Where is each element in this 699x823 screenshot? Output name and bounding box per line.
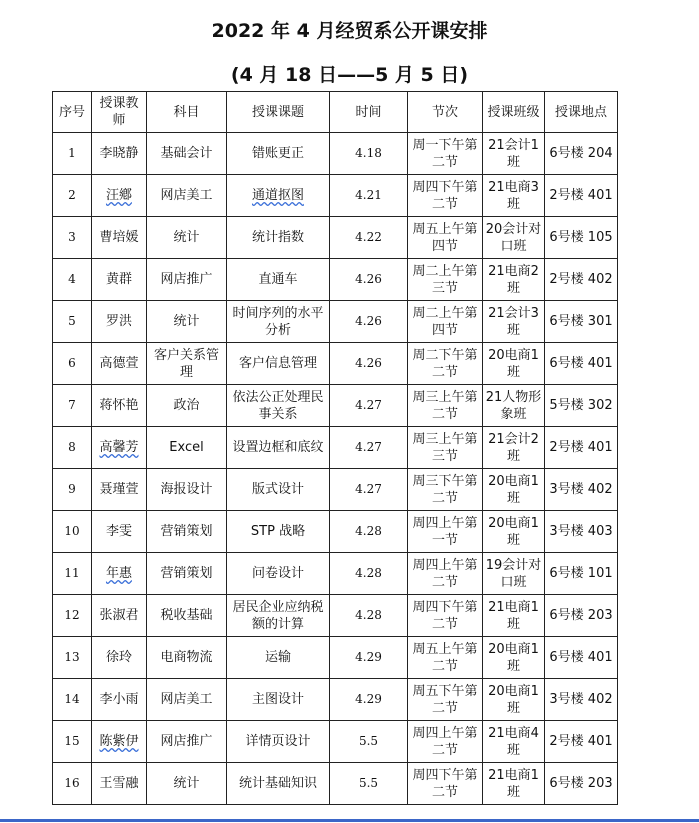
lesson-date (330, 175, 408, 217)
lesson-topic-text: 客户信息管理 (238, 356, 317, 371)
row-number (53, 385, 92, 427)
subject-name (147, 763, 227, 805)
room-location (545, 343, 618, 385)
row-number-text: 15 (64, 734, 80, 748)
row-number-text: 9 (68, 482, 76, 496)
page-subtitle: (4 月 18 日——5 月 5 日) (230, 64, 469, 86)
table-header-row (53, 92, 618, 133)
teacher-name-text: 罗洪 (105, 314, 132, 329)
class-name (483, 217, 545, 259)
lesson-period-text: 周四上午第一节 (412, 515, 478, 548)
room-location-text: 2号楼 401 (549, 188, 613, 203)
lesson-period (408, 763, 483, 805)
table-row (53, 217, 618, 259)
lesson-date-text: 4.26 (355, 272, 382, 286)
lesson-period (408, 469, 483, 511)
lesson-period (408, 679, 483, 721)
lesson-topic (227, 469, 330, 511)
lesson-date-text: 4.29 (355, 692, 382, 706)
subject-name-text: 海报设计 (160, 482, 213, 497)
subject-name (147, 721, 227, 763)
teacher-name (92, 133, 147, 175)
page-bottom-border (0, 819, 699, 822)
header-class: 授课班级 (483, 92, 545, 133)
subject-name-text: 营销策划 (160, 566, 213, 581)
subject-name (147, 427, 227, 469)
row-number-text: 8 (68, 440, 76, 454)
lesson-date (330, 679, 408, 721)
lesson-date (330, 427, 408, 469)
lesson-period (408, 301, 483, 343)
lesson-topic-text: 依法公正处理民事关系 (232, 389, 324, 422)
room-location-text: 2号楼 402 (549, 272, 613, 287)
class-name-text: 21电商1班 (488, 599, 539, 632)
lesson-date-text: 4.21 (355, 188, 382, 202)
lesson-topic-text: 问卷设计 (251, 566, 304, 581)
class-name-text: 20电商1班 (488, 641, 539, 674)
room-location (545, 469, 618, 511)
subject-name (147, 385, 227, 427)
subject-name-text: 客户关系管理 (153, 347, 219, 380)
room-location-text: 6号楼 301 (549, 314, 613, 329)
lesson-period-text: 周二上午第四节 (412, 305, 478, 338)
lesson-topic (227, 637, 330, 679)
lesson-period-text: 周四下午第二节 (412, 179, 478, 212)
table-row (53, 637, 618, 679)
class-name-text: 21会计3班 (488, 305, 539, 338)
teacher-name (92, 511, 147, 553)
teacher-name (92, 553, 147, 595)
row-number-text: 5 (68, 314, 76, 328)
teacher-name-text: 李晓静 (99, 146, 139, 161)
header-period: 节次 (408, 92, 483, 133)
class-name-text: 21会计2班 (488, 431, 539, 464)
room-location (545, 427, 618, 469)
subject-name (147, 469, 227, 511)
header-topic: 授课课题 (227, 92, 330, 133)
lesson-period (408, 175, 483, 217)
lesson-period (408, 385, 483, 427)
class-name-text: 19会计对口班 (485, 557, 542, 590)
lesson-period-text: 周四下午第二节 (412, 767, 478, 800)
teacher-name (92, 385, 147, 427)
lesson-period-text: 周三上午第三节 (412, 431, 478, 464)
page-title: 2022 年 4 月经贸系公开课安排 (211, 20, 488, 42)
room-location-text: 2号楼 401 (549, 734, 613, 749)
subject-name (147, 175, 227, 217)
class-name (483, 721, 545, 763)
subject-name-text: 统计 (173, 230, 200, 245)
lesson-date (330, 511, 408, 553)
header-no: 序号 (53, 92, 92, 133)
lesson-topic (227, 511, 330, 553)
row-number (53, 763, 92, 805)
lesson-period-text: 周一下午第二节 (412, 137, 478, 170)
room-location (545, 721, 618, 763)
table-row (53, 175, 618, 217)
teacher-name (92, 175, 147, 217)
teacher-name (92, 427, 147, 469)
teacher-name-text: 徐玲 (105, 650, 132, 665)
subject-name-text: 电商物流 (160, 650, 213, 665)
table-row (53, 259, 618, 301)
class-name (483, 175, 545, 217)
row-number (53, 595, 92, 637)
teacher-name (92, 217, 147, 259)
subject-name (147, 343, 227, 385)
table-row (53, 469, 618, 511)
lesson-period-text: 周五上午第四节 (412, 221, 478, 254)
subject-name (147, 259, 227, 301)
room-location-text: 3号楼 402 (549, 692, 613, 707)
class-name (483, 511, 545, 553)
class-name-text: 21电商4班 (488, 725, 539, 758)
row-number-text: 2 (68, 188, 76, 202)
lesson-period (408, 343, 483, 385)
lesson-topic-text: 直通车 (258, 272, 298, 287)
teacher-name (92, 595, 147, 637)
table-row (53, 511, 618, 553)
subject-name (147, 301, 227, 343)
header-room: 授课地点 (545, 92, 618, 133)
room-location-text: 6号楼 101 (549, 566, 613, 581)
table-row (53, 343, 618, 385)
class-name-text: 21会计1班 (488, 137, 539, 170)
lesson-topic (227, 427, 330, 469)
lesson-topic (227, 175, 330, 217)
lesson-period-text: 周四下午第二节 (412, 599, 478, 632)
header-teacher: 授课教师 (92, 92, 147, 133)
header-subject: 科目 (147, 92, 227, 133)
lesson-topic (227, 679, 330, 721)
subject-name (147, 133, 227, 175)
class-name (483, 763, 545, 805)
lesson-topic (227, 133, 330, 175)
class-name-text: 20电商1班 (488, 347, 539, 380)
room-location (545, 385, 618, 427)
lesson-topic-text: 统计指数 (251, 230, 304, 245)
row-number-text: 4 (68, 272, 76, 286)
room-location-text: 6号楼 204 (549, 146, 613, 161)
lesson-topic-text: 统计基础知识 (238, 776, 317, 791)
lesson-period (408, 217, 483, 259)
teacher-name (92, 637, 147, 679)
teacher-name (92, 469, 147, 511)
lesson-topic (227, 259, 330, 301)
room-location-text: 6号楼 401 (549, 356, 613, 371)
teacher-name-text: 王雪融 (99, 776, 139, 791)
lesson-date-text: 4.28 (355, 608, 382, 622)
lesson-date (330, 763, 408, 805)
subject-name (147, 637, 227, 679)
lesson-date (330, 721, 408, 763)
table-row (53, 679, 618, 721)
subject-name-text: 基础会计 (160, 146, 213, 161)
lesson-period (408, 637, 483, 679)
lesson-topic-text: 详情页设计 (245, 734, 311, 749)
lesson-date-text: 4.28 (355, 566, 382, 580)
lesson-date (330, 637, 408, 679)
table-row (53, 595, 618, 637)
teacher-name (92, 259, 147, 301)
row-number (53, 301, 92, 343)
lesson-period (408, 721, 483, 763)
class-name-text: 21电商2班 (488, 263, 539, 296)
class-name (483, 679, 545, 721)
row-number (53, 637, 92, 679)
lesson-date-text: 4.27 (355, 398, 382, 412)
class-name (483, 385, 545, 427)
class-name-text: 20电商1班 (488, 683, 539, 716)
room-location-text: 6号楼 203 (549, 608, 613, 623)
lesson-topic (227, 301, 330, 343)
lesson-topic (227, 343, 330, 385)
subject-name-text: 网店推广 (160, 734, 213, 749)
lesson-period-text: 周二下午第二节 (412, 347, 478, 380)
room-location-text: 5号楼 302 (549, 398, 613, 413)
lesson-date (330, 217, 408, 259)
subject-name-text: 统计 (173, 776, 200, 791)
lesson-period (408, 595, 483, 637)
lesson-period (408, 511, 483, 553)
lesson-date-text: 4.29 (355, 650, 382, 664)
lesson-date-text: 4.22 (355, 230, 382, 244)
subject-name (147, 511, 227, 553)
lesson-date (330, 343, 408, 385)
teacher-name-text: 李雯 (105, 524, 132, 539)
lesson-topic-text: 错账更正 (251, 146, 304, 161)
header-date: 时间 (330, 92, 408, 133)
table-row (53, 301, 618, 343)
room-location-text: 2号楼 401 (549, 440, 613, 455)
room-location (545, 133, 618, 175)
teacher-name-text: 陈紫伊 (99, 734, 139, 749)
teacher-name (92, 721, 147, 763)
lesson-date (330, 469, 408, 511)
subject-name-text: 统计 (173, 314, 200, 329)
row-number (53, 133, 92, 175)
room-location-text: 6号楼 401 (549, 650, 613, 665)
lesson-date-text: 4.27 (355, 482, 382, 496)
room-location (545, 679, 618, 721)
lesson-topic-text: 通道抠图 (251, 188, 304, 203)
subject-name-text: 网店美工 (160, 692, 213, 707)
lesson-date-text: 4.18 (355, 146, 382, 160)
lesson-period (408, 427, 483, 469)
lesson-topic-text: 居民企业应纳税额的计算 (232, 599, 324, 632)
lesson-date (330, 553, 408, 595)
room-location (545, 637, 618, 679)
lesson-period (408, 553, 483, 595)
lesson-topic-text: 主图设计 (251, 692, 304, 707)
table-row (53, 553, 618, 595)
teacher-name-text: 聂瑾萱 (99, 482, 139, 497)
lesson-date (330, 133, 408, 175)
row-number-text: 7 (68, 398, 76, 412)
lesson-period (408, 133, 483, 175)
class-name (483, 595, 545, 637)
lesson-date-text: 4.28 (355, 524, 382, 538)
row-number (53, 511, 92, 553)
row-number (53, 343, 92, 385)
class-name-text: 20电商1班 (488, 473, 539, 506)
subject-name-text: Excel (169, 440, 204, 455)
row-number (53, 217, 92, 259)
row-number (53, 259, 92, 301)
lesson-date (330, 595, 408, 637)
subject-name (147, 679, 227, 721)
room-location (545, 763, 618, 805)
class-name (483, 553, 545, 595)
lesson-period (408, 259, 483, 301)
table-row (53, 385, 618, 427)
subject-name-text: 政治 (173, 398, 200, 413)
room-location (545, 217, 618, 259)
lesson-date (330, 385, 408, 427)
class-name (483, 301, 545, 343)
teacher-name-text: 蒋怀艳 (99, 398, 139, 413)
room-location-text: 6号楼 105 (549, 230, 613, 245)
class-name (483, 637, 545, 679)
row-number-text: 6 (68, 356, 76, 370)
subject-name-text: 网店美工 (160, 188, 213, 203)
subject-name (147, 553, 227, 595)
room-location-text: 3号楼 403 (549, 524, 613, 539)
lesson-period-text: 周三下午第二节 (412, 473, 478, 506)
row-number-text: 13 (64, 650, 80, 664)
teacher-name-text: 张淑君 (99, 608, 139, 623)
row-number (53, 427, 92, 469)
lesson-period-text: 周五下午第二节 (412, 683, 478, 716)
class-name-text: 21电商3班 (488, 179, 539, 212)
teacher-name (92, 679, 147, 721)
row-number-text: 12 (64, 608, 80, 622)
schedule-table (52, 91, 618, 805)
class-name (483, 427, 545, 469)
lesson-date-text: 5.5 (358, 776, 379, 790)
teacher-name-text: 曹培媛 (99, 230, 139, 245)
row-number-text: 14 (64, 692, 80, 706)
teacher-name-text: 黄群 (105, 272, 132, 287)
teacher-name (92, 301, 147, 343)
row-number-text: 16 (64, 776, 80, 790)
room-location (545, 553, 618, 595)
lesson-topic (227, 385, 330, 427)
lesson-topic (227, 721, 330, 763)
subject-name (147, 595, 227, 637)
class-name-text: 20会计对口班 (485, 221, 542, 254)
table-row (53, 763, 618, 805)
lesson-date-text: 5.5 (358, 734, 379, 748)
row-number (53, 553, 92, 595)
room-location (545, 511, 618, 553)
row-number-text: 3 (68, 230, 76, 244)
lesson-topic-text: 运输 (264, 650, 291, 665)
lesson-period-text: 周四上午第二节 (412, 725, 478, 758)
teacher-name-text: 李小雨 (99, 692, 139, 707)
class-name-text: 21人物形象班 (485, 389, 542, 422)
lesson-date-text: 4.27 (355, 440, 382, 454)
subject-name-text: 税收基础 (160, 608, 213, 623)
class-name-text: 20电商1班 (488, 515, 539, 548)
row-number (53, 679, 92, 721)
row-number-text: 1 (68, 146, 76, 160)
class-name (483, 343, 545, 385)
row-number (53, 721, 92, 763)
room-location-text: 6号楼 203 (549, 776, 613, 791)
room-location (545, 259, 618, 301)
subject-name-text: 网店推广 (160, 272, 213, 287)
teacher-name (92, 343, 147, 385)
room-location (545, 175, 618, 217)
lesson-period-text: 周五上午第二节 (412, 641, 478, 674)
lesson-topic (227, 595, 330, 637)
row-number-text: 10 (64, 524, 80, 538)
teacher-name-text: 高德萱 (99, 356, 139, 371)
lesson-topic (227, 763, 330, 805)
class-name (483, 259, 545, 301)
room-location (545, 595, 618, 637)
class-name (483, 133, 545, 175)
subject-name-text: 营销策划 (160, 524, 213, 539)
lesson-period-text: 周四上午第二节 (412, 557, 478, 590)
lesson-topic (227, 217, 330, 259)
lesson-date-text: 4.26 (355, 356, 382, 370)
subject-name (147, 217, 227, 259)
room-location (545, 301, 618, 343)
lesson-date (330, 301, 408, 343)
lesson-topic-text: 版式设计 (251, 482, 304, 497)
lesson-topic-text: 设置边框和底纹 (232, 440, 324, 455)
row-number-text: 11 (64, 566, 80, 580)
teacher-name-text: 高馨芳 (99, 440, 139, 455)
row-number (53, 175, 92, 217)
teacher-name-text: 汪鄕 (105, 188, 132, 203)
table-row (53, 133, 618, 175)
teacher-name-text: 年惠 (105, 566, 132, 581)
lesson-date-text: 4.26 (355, 314, 382, 328)
lesson-period-text: 周三上午第二节 (412, 389, 478, 422)
lesson-topic-text: 时间序列的水平分析 (232, 305, 324, 338)
table-row (53, 721, 618, 763)
table-row (53, 427, 618, 469)
lesson-period-text: 周二上午第三节 (412, 263, 478, 296)
row-number (53, 469, 92, 511)
room-location-text: 3号楼 402 (549, 482, 613, 497)
lesson-topic-text: STP 战略 (250, 524, 306, 539)
lesson-topic (227, 553, 330, 595)
class-name-text: 21电商1班 (488, 767, 539, 800)
teacher-name (92, 763, 147, 805)
lesson-date (330, 259, 408, 301)
class-name (483, 469, 545, 511)
